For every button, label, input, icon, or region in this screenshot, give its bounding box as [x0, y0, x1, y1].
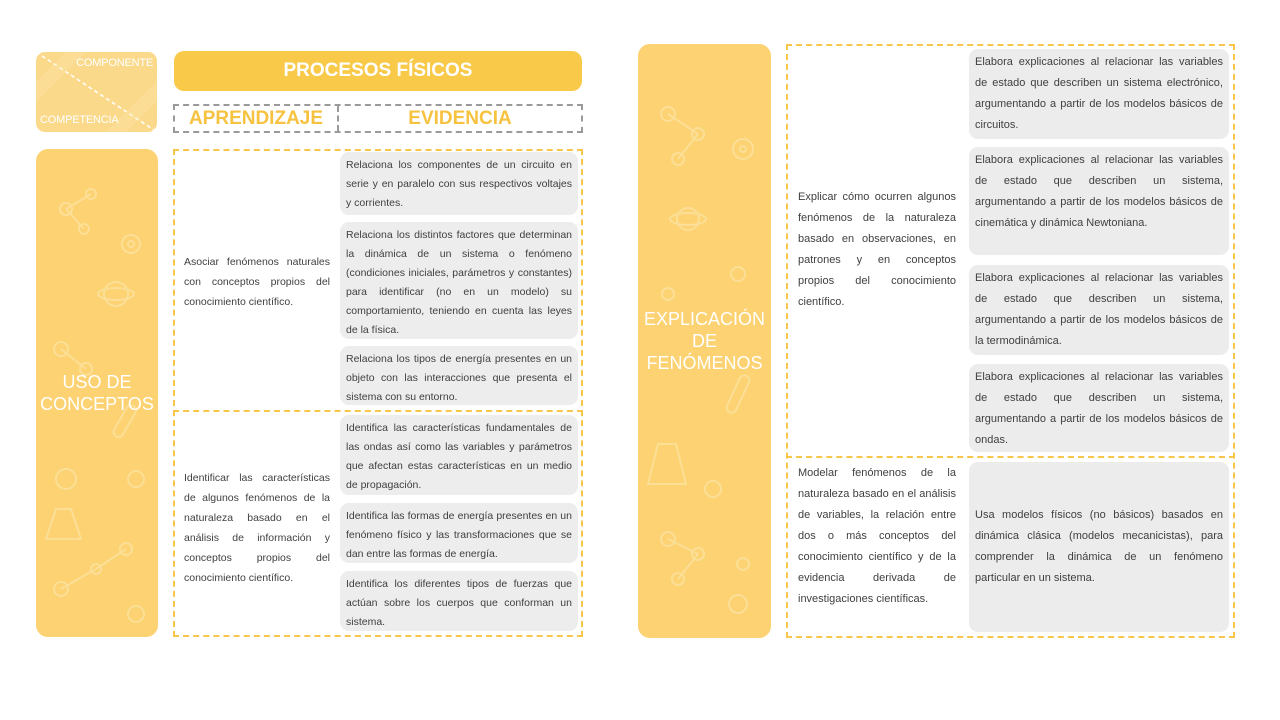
column-headers — [173, 104, 583, 133]
learning-text: Modelar fenómenos de la naturaleza basado en el análisis de variables, la relación entre dos o más conceptos del conocimiento científico y de la evidencia derivada de investigaciones científicas. — [798, 467, 956, 605]
competency-label: COMPETENCIA — [40, 114, 119, 126]
evidence-header: EVIDENCIA — [408, 108, 512, 129]
learning-header: APRENDIZAJE — [175, 106, 339, 131]
evidence-item: Elabora explicaciones al relacionar las variables de estado que describen un sistema, argumentando a partir de los modelos básicos de ondas. — [969, 364, 1229, 452]
evidence-item: Elabora explicaciones al relacionar las variables de estado que describen un sistema electrónico, argumentando a partir de los modelos básicos de circuitos. — [969, 49, 1229, 139]
evidence-item: Elabora explicaciones al relacionar las variables de estado que describen un sistema, argumentando a partir de los modelos básicos de la termodinámica. — [969, 265, 1229, 355]
evidence-item — [969, 462, 1229, 632]
evidence-item: Relaciona los componentes de un circuito en serie y en paralelo con sus respectivos voltajes y corrientes. — [340, 152, 578, 215]
evidence-item: Elabora explicaciones al relacionar las variables de estado que describen un sistema, argumentando a partir de los modelos básicos de cinemática y dinámica Newtoniana. — [969, 147, 1229, 255]
evidence-item: Relaciona los tipos de energía presentes en un objeto con las interacciones que presenta el sistema con su entorno. — [340, 346, 578, 405]
evidence-item: Relaciona los distintos factores que determinan la dinámica de un sistema o fenómeno (condiciones iniciales, parámetros y constantes) para identificar (no en un modelo) su comportamiento, teniendo en cuenta las leyes de la física. — [340, 222, 578, 339]
evidence-item: Identifica los diferentes tipos de fuerzas que actúan sobre los cuerpos que conforman un sistema. — [340, 571, 578, 631]
evidence-text: Usa modelos físicos (no básicos) basados en dinámica clásica (modelos mecanicistas), para comprender la dinámica de un fenómeno particular en un sistema. — [975, 509, 1223, 584]
learning-text: Identificar las características de algunos fenómenos de la naturaleza basado en el análisis de información y conceptos propios del conocimiento científico. — [184, 472, 330, 584]
corner-key-box — [36, 52, 157, 132]
left-group-divider — [173, 410, 583, 412]
evidence-item: Identifica las formas de energía presentes en un fenómeno físico y las transformaciones que se dan entre las formas de energía. — [340, 503, 578, 563]
evidence-item: Identifica las características fundamentales de las ondas así como las variables y parámetros que afectan estas características en un medio de propagación. — [340, 415, 578, 495]
right-group-divider — [786, 456, 1235, 458]
page-title: PROCESOS FÍSICOS — [174, 51, 582, 91]
learning-text: Asociar fenómenos naturales con conceptos propios del conocimiento científico. — [184, 256, 330, 308]
side-label: EXPLICACIÓN DE FENÓMENOS — [643, 309, 766, 373]
component-label: COMPONENTE — [76, 57, 153, 69]
learning-text: Explicar cómo ocurren algunos fenómenos de la naturaleza basado en observaciones, en patrones y en conceptos propios del conocimiento científico. — [798, 191, 956, 308]
side-label: USO DE CONCEPTOS — [40, 372, 154, 414]
side-panel-explicacion-de-fenomenos — [638, 44, 771, 638]
side-panel-uso-de-conceptos — [36, 149, 158, 637]
